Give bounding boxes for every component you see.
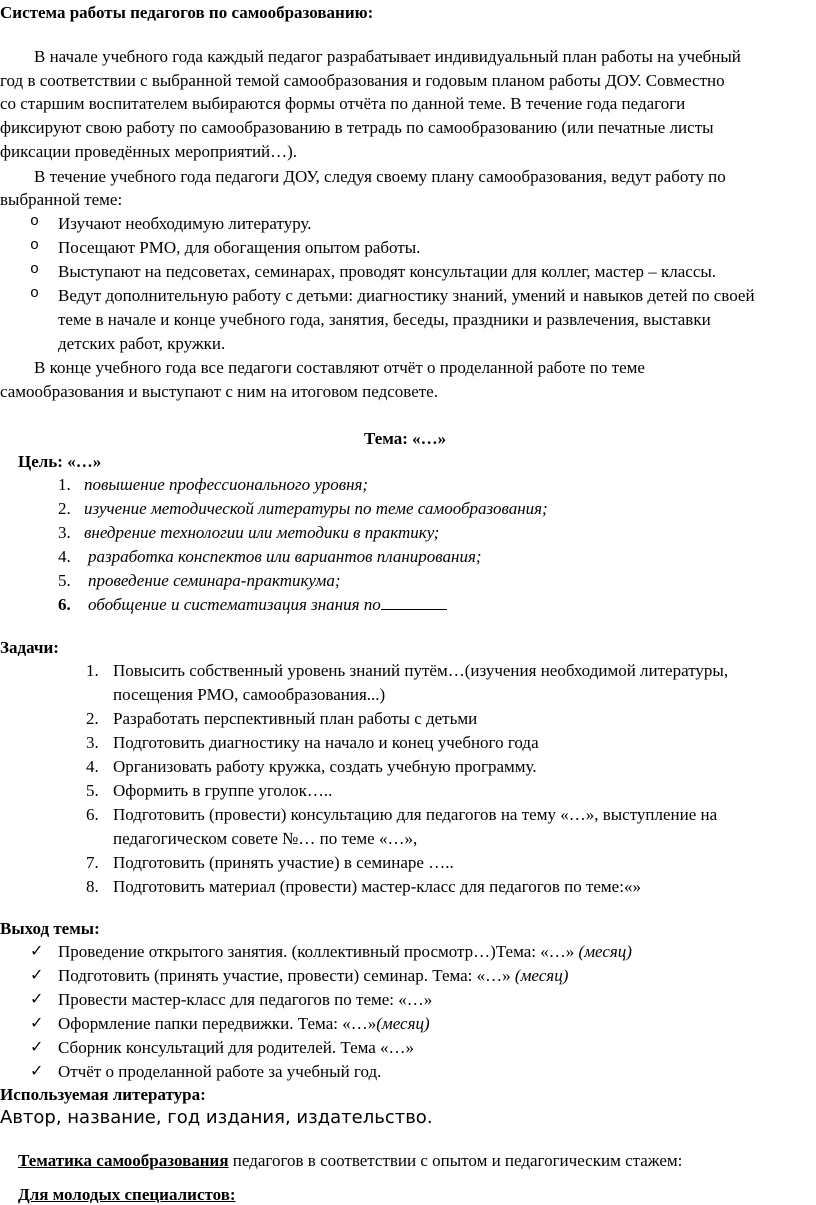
task-item: Подготовить (принять участие) в семинаре ….. [113,853,454,872]
document-title: Система работы педагогов по самообразованию: [0,3,374,22]
young-specialists-label [18,1184,236,1205]
intro-bullet-4: Ведут дополнительную работу с детьми: диагностику знаний, умений и навыков детей по своей [58,286,755,305]
output-item [58,1061,381,1082]
goal-item-number: 3. [58,523,71,542]
task-item: Организовать работу кружка, создать учебную программу. [113,757,537,776]
task-number: 7. [86,853,99,872]
fill-in-blank [381,595,447,610]
goal-item: внедрение технологии или методики в практику; [84,523,440,542]
task-number: 4. [86,757,99,776]
checkmark-icon: ✓ [30,1061,44,1080]
goal-item-number: 5. [58,571,71,590]
output-item-text: Провести мастер-класс для педагогов по теме: «…» [58,990,433,1009]
task-number: 6. [86,805,99,824]
goal-item-number: 4. [58,547,71,566]
checkmark-icon: ✓ [30,965,44,984]
goal-item: разработка конспектов или вариантов планирования; [88,547,482,566]
bullet-marker: o [30,261,40,278]
intro-paragraph-1-line-4: фиксируют свою работу по самообразованию в тетрадь по самообразованию (или печатные листы [0,118,714,137]
goal-item-text: обобщение и систематизация знания по [88,595,381,614]
topic-heading: Тема: «…» [364,429,447,448]
task-item: Повысить собственный уровень знаний путём…(изучения необходимой литературы, [113,661,729,680]
output-item [58,1037,414,1058]
intro-paragraph-3-line-2: самообразования и выступают с ним на итоговом педсовете. [0,382,438,401]
task-item-continuation: педагогическом совете №… по теме «…», [113,829,418,848]
goal-item: проведение семинара-практикума; [88,571,341,590]
intro-bullet-3: Выступают на педсоветах, семинарах, проводят консультации для коллег, мастер – классы. [58,262,717,281]
output-item-month: (месяц) [578,942,632,961]
task-item: Оформить в группе уголок….. [113,781,333,800]
literature-label: Используемая литература: [0,1085,206,1104]
output-item-text: Подготовить (принять участие, провести) семинар. Тема: «…» [58,966,515,985]
task-item-continuation: посещения РМО, самообразования...) [113,685,386,704]
intro-paragraph-3-line-1: В конце учебного года все педагоги составляют отчёт о проделанной работе по теме [34,358,645,377]
text-line: В начале учебного года каждый педагог разрабатывает индивидуальный план работы на учебный [34,47,741,66]
task-number: 8. [86,877,99,896]
checkmark-icon: ✓ [30,1013,44,1032]
checkmark-icon: ✓ [30,941,44,960]
themes-heading-underlined: Тематика самообразования [18,1151,229,1170]
intro-bullet-1: Изучают необходимую литературу. [58,214,312,233]
task-item: Подготовить диагностику на начало и конец учебного года [113,733,539,752]
goal-item-number: 2. [58,499,71,518]
intro-paragraph-2-line-1: В течение учебного года педагоги ДОУ, следуя своему плану самообразования, ведут работу по [34,167,726,186]
task-item: Подготовить (провести) консультацию для педагогов на тему «…», выступление на [113,805,718,824]
task-item: Подготовить материал (провести) мастер-класс для педагогов по теме:«» [113,877,641,896]
output-item-text: Оформление папки передвижки. Тема: «…» [58,1014,377,1033]
intro-bullet-2: Посещают РМО, для обогащения опытом работы. [58,238,421,257]
young-specialists-label-text: Для молодых специалистов: [18,1185,236,1204]
output-item-month: (месяц) [376,1014,430,1033]
output-item-text: Проведение открытого занятия. (коллективный просмотр…)Тема: «…» [58,942,579,961]
bullet-marker: o [30,213,40,230]
tasks-label: Задачи: [0,638,59,657]
task-item: Разработать перспективный план работы с детьми [113,709,478,728]
themes-heading [18,1150,682,1171]
intro-paragraph-1-line-5: фиксации проведённых мероприятий…). [0,142,298,161]
output-item [58,989,432,1010]
bullet-marker: o [30,285,40,302]
goal-item: повышение профессионального уровня; [84,475,369,494]
intro-bullet-4-line-3: детских работ, кружки. [58,334,226,353]
task-number: 2. [86,709,99,728]
output-item-text: Отчёт о проделанной работе за учебный год. [58,1062,382,1081]
intro-paragraph-1-line-1 [0,46,816,67]
task-number: 5. [86,781,99,800]
output-item [58,1013,430,1034]
intro-paragraph-1-line-3: со старшим воспитателем выбираются формы отчёта по данной теме. В течение года педагоги [0,94,686,113]
task-number: 1. [86,661,99,680]
output-item [58,941,632,962]
output-item-text: Сборник консультаций для родителей. Тема «…» [58,1038,415,1057]
goal-item [88,594,447,615]
goal-item-number: 6. [58,595,71,614]
goal-item-number: 1. [58,475,71,494]
intro-bullet-4-line-2: теме в начале и конце учебного года, занятия, беседы, праздники и развлечения, выставки [58,310,711,329]
literature-text: Автор, название, год издания, издательство. [0,1107,433,1128]
checkmark-icon: ✓ [30,989,44,1008]
themes-heading-rest: педагогов в соответствии с опытом и педагогическим стажем: [228,1151,683,1170]
goal-label: Цель: «…» [18,452,102,471]
task-number: 3. [86,733,99,752]
output-label: Выход темы: [0,919,100,938]
output-item-month: (месяц) [514,966,569,985]
output-item [58,965,568,986]
bullet-marker: o [30,237,40,254]
goal-item: изучение методической литературы по теме самообразования; [84,499,548,518]
intro-paragraph-1-line-2: год в соответствии с выбранной темой самообразования и годовым планом работы ДОУ. Совместно [0,71,725,90]
intro-paragraph-2-line-2: выбранной теме: [0,190,123,209]
checkmark-icon: ✓ [30,1037,44,1056]
